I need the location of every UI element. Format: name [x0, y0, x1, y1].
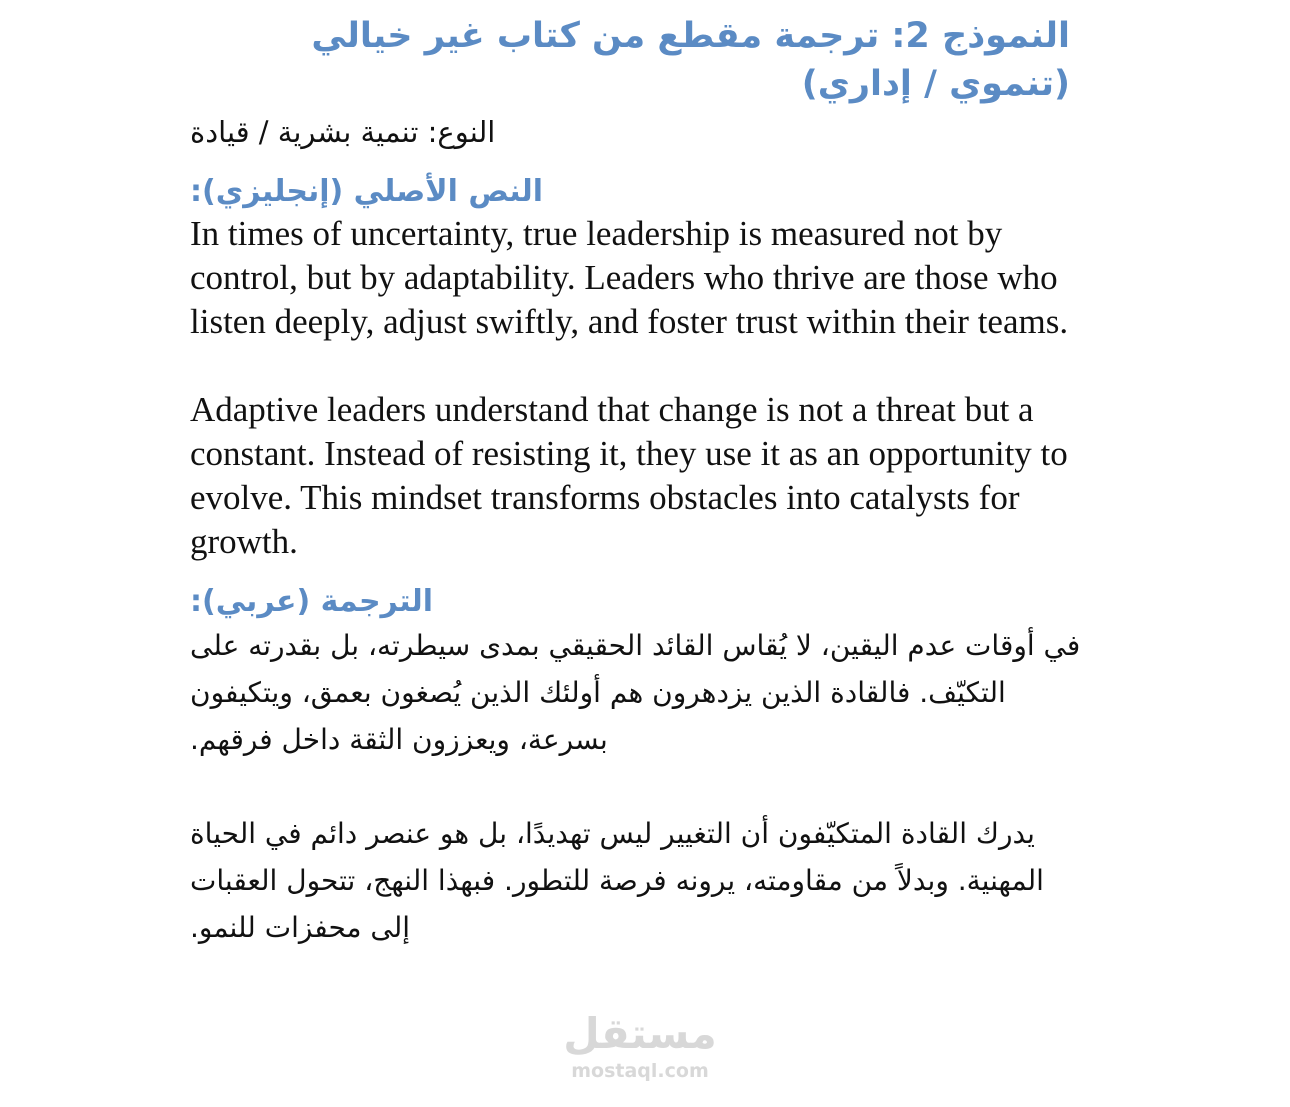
original-paragraph-2: Adaptive leaders understand that change is not a threat but a constant. Instead of resisting it, they use it as an opportunity to evolve. This mindset transforms obstacles into catalysts for growth. [190, 390, 1068, 561]
document-title: النموذج 2: ترجمة مقطع من كتاب غير خيالي (تنموي / إداري) [311, 16, 1070, 104]
mostaql-watermark [540, 1008, 740, 1082]
original-text-heading: النص الأصلي (إنجليزي): [190, 174, 544, 209]
document-body [190, 12, 1090, 951]
genre-label: النوع: تنمية بشرية / قيادة [190, 115, 496, 149]
translation-paragraph-1: في أوقات عدم اليقين، لا يُقاس القائد الحقيقي بمدى سيطرته، بل بقدرته على التكيّف. فالقادة الذين يزدهرون هم أولئك الذين يُصغون بعمق، ويتكيفون بسرعة، ويعززون الثقة داخل فرقهم. [190, 629, 1081, 756]
original-paragraph-1: In times of uncertainty, true leadership is measured not by control, but by adaptability. Leaders who thrive are those who listen deeply, adjust swiftly, and foster trust within their teams. [190, 214, 1069, 341]
translation-paragraph-2: يدرك القادة المتكيّفون أن التغيير ليس تهديدًا، بل هو عنصر دائم في الحياة المهنية. وبدلاً من مقاومته، يرونه فرصة للتطور. فبهذا النهج، تتحول العقبات إلى محفزات للنمو. [190, 817, 1044, 944]
translation-heading: الترجمة (عربي): [190, 584, 434, 619]
watermark-logo: مستقل [563, 1009, 717, 1058]
watermark-url: mostaql.com [571, 1060, 709, 1082]
